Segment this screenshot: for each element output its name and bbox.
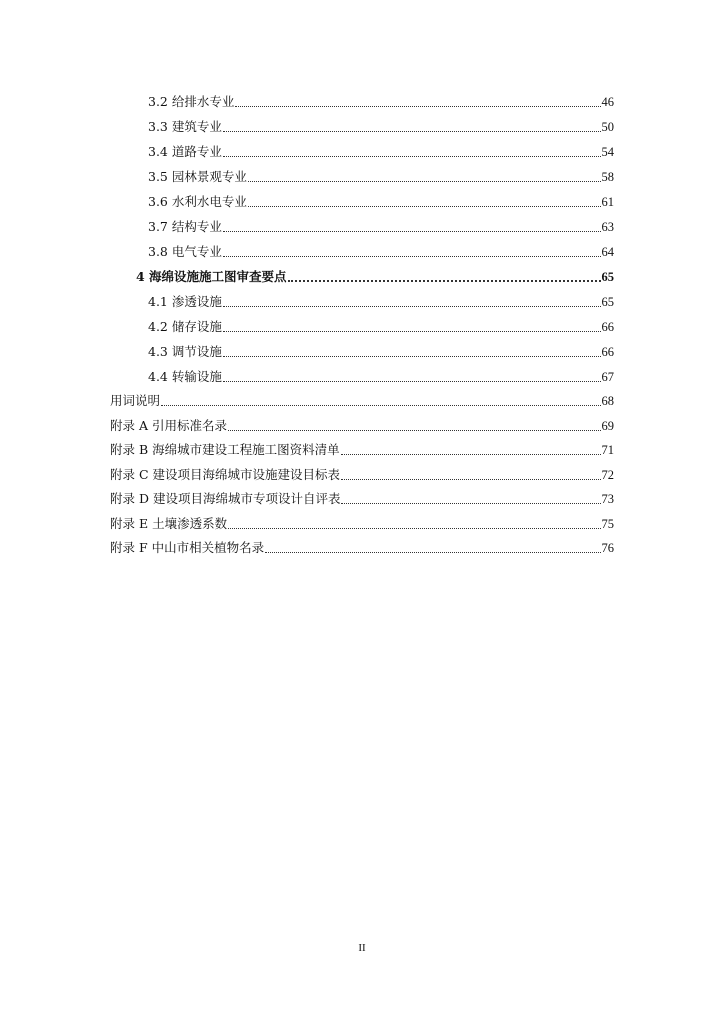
dot-leader xyxy=(288,279,601,282)
toc-entry-page: 68 xyxy=(601,394,614,408)
toc-entry-label: 3.7 结构专业 xyxy=(148,219,222,234)
toc-entry-label: 3.8 电气专业 xyxy=(148,244,222,259)
toc-entry-4-4[interactable] xyxy=(148,365,614,385)
toc-entry-label: 附录 E 土壤渗透系数 xyxy=(110,516,228,531)
toc-entry-page: 65 xyxy=(601,295,614,309)
toc-entry-page: 54 xyxy=(601,145,614,159)
toc-entry-3-6[interactable] xyxy=(148,190,614,210)
toc-entry-label: 用词说明 xyxy=(110,393,161,408)
dot-leader xyxy=(223,380,601,382)
toc-entry-label: 4.2 储存设施 xyxy=(148,319,222,334)
toc-entry-page: 76 xyxy=(601,541,614,555)
dot-leader xyxy=(341,478,600,480)
toc-entry-label: 3.6 水利水电专业 xyxy=(148,194,247,209)
page-number: II xyxy=(358,942,366,954)
toc-entry-appendix-d[interactable] xyxy=(110,487,614,507)
toc-entry-3-3[interactable] xyxy=(148,115,614,135)
dot-leader xyxy=(248,180,601,182)
toc-entry-3-8[interactable] xyxy=(148,240,614,260)
toc-entry-chapter-4[interactable] xyxy=(136,265,614,285)
dot-leader xyxy=(341,453,601,455)
dot-leader xyxy=(223,355,601,357)
toc-entry-page: 75 xyxy=(601,517,614,531)
toc-entry-page: 66 xyxy=(601,320,614,334)
toc-entry-label: 4.1 渗透设施 xyxy=(148,294,222,309)
toc-entry-label: 附录 F 中山市相关植物名录 xyxy=(110,540,265,555)
toc-entry-label: 3.2 给排水专业 xyxy=(148,94,235,109)
dot-leader xyxy=(161,404,600,406)
toc-entry-page: 63 xyxy=(601,220,614,234)
dot-leader xyxy=(223,230,601,232)
toc-entry-3-5[interactable] xyxy=(148,165,614,185)
toc-entry-terms[interactable] xyxy=(110,389,614,409)
dot-leader xyxy=(223,155,601,157)
toc-entry-label: 3.3 建筑专业 xyxy=(148,119,222,134)
toc-entry-label: 附录 B 海绵城市建设工程施工图资料清单 xyxy=(110,442,340,457)
dot-leader xyxy=(223,330,601,332)
toc-entry-page: 65 xyxy=(601,270,614,284)
dot-leader xyxy=(248,205,601,207)
toc-entry-page: 71 xyxy=(601,443,614,457)
dot-leader xyxy=(223,255,601,257)
toc-entry-4-2[interactable] xyxy=(148,315,614,335)
dot-leader xyxy=(228,527,600,529)
toc-entry-appendix-c[interactable] xyxy=(110,463,614,483)
dot-leader xyxy=(265,551,600,553)
dot-leader xyxy=(223,305,601,307)
toc-entry-page: 64 xyxy=(601,245,614,259)
dot-leader xyxy=(235,105,600,107)
dot-leader xyxy=(228,429,601,431)
toc-entry-label: 附录 D 建设项目海绵城市专项设计自评表 xyxy=(110,491,341,506)
toc-entry-page: 46 xyxy=(601,95,614,109)
toc-entry-label: 3.4 道路专业 xyxy=(148,144,222,159)
toc-entry-appendix-a[interactable] xyxy=(110,414,614,434)
toc-entry-label: 附录 C 建设项目海绵城市设施建设目标表 xyxy=(110,467,341,482)
toc-entry-page: 66 xyxy=(601,345,614,359)
toc-entry-3-2[interactable] xyxy=(148,90,614,110)
toc-entry-page: 50 xyxy=(601,120,614,134)
toc-entry-label: 4.3 调节设施 xyxy=(148,344,222,359)
toc-entry-label: 4.4 转输设施 xyxy=(148,369,222,384)
toc-entry-4-3[interactable] xyxy=(148,340,614,360)
toc-entry-appendix-e[interactable] xyxy=(110,512,614,532)
toc-entry-label: 4 海绵设施施工图审查要点 xyxy=(136,269,287,284)
toc-entry-label: 附录 A 引用标准名录 xyxy=(110,418,227,433)
dot-leader xyxy=(341,502,600,504)
toc-entry-3-7[interactable] xyxy=(148,215,614,235)
toc-entry-page: 72 xyxy=(601,468,614,482)
toc-entry-page: 73 xyxy=(601,492,614,506)
toc-entry-page: 61 xyxy=(601,195,614,209)
toc-entry-4-1[interactable] xyxy=(148,290,614,310)
toc-entry-page: 67 xyxy=(601,370,614,384)
toc-entry-page: 69 xyxy=(601,419,614,433)
toc-entry-label: 3.5 园林景观专业 xyxy=(148,169,247,184)
toc-entry-page: 58 xyxy=(601,170,614,184)
dot-leader xyxy=(223,130,601,132)
toc-entry-appendix-f[interactable] xyxy=(110,536,614,556)
toc-entry-3-4[interactable] xyxy=(148,140,614,160)
toc-entry-appendix-b[interactable] xyxy=(110,438,614,458)
